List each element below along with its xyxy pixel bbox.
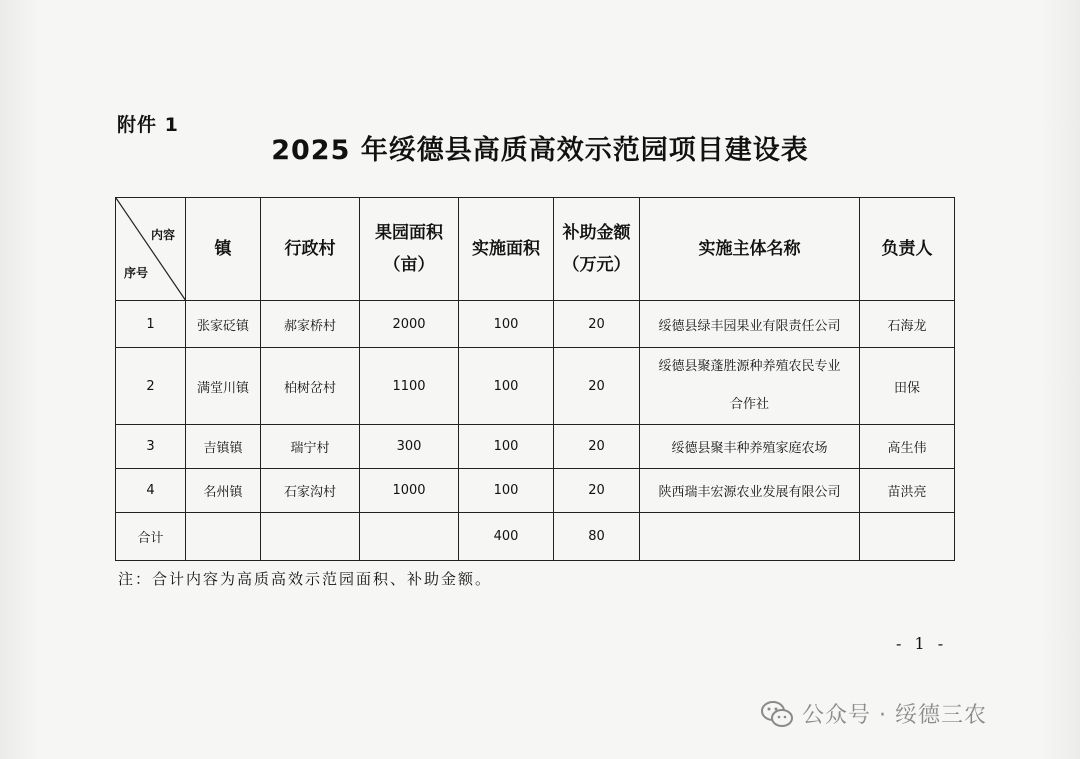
header-subsidy — [554, 198, 640, 301]
cell-town: 张家砭镇 — [186, 301, 261, 348]
cell-person: 石海龙 — [860, 301, 955, 348]
cell-empty — [640, 513, 860, 561]
corner-cell — [116, 198, 186, 301]
cell-empty — [186, 513, 261, 561]
cell-town: 名州镇 — [186, 469, 261, 513]
cell-entity — [640, 348, 860, 425]
cell-person: 田保 — [860, 348, 955, 425]
page-title: 2025 年绥德县高质高效示范园项目建设表 — [271, 135, 809, 166]
cell-village: 柏树岔村 — [261, 348, 360, 425]
corner-bottom-label: 序号 — [124, 266, 149, 280]
cell-no: 4 — [116, 469, 186, 513]
header-orchard-area-line2: （亩） — [383, 255, 435, 275]
cell-entity: 绥德县绿丰园果业有限责任公司 — [640, 301, 860, 348]
cell-entity-line1: 绥德县聚蓬胜源种养殖农民专业 — [658, 359, 841, 374]
header-town: 镇 — [186, 198, 261, 301]
attachment-label: 附件 1 — [117, 114, 179, 136]
cell-empty — [860, 513, 955, 561]
table-total-row — [116, 513, 955, 561]
watermark-text: 公众号 · 绥德三农 — [802, 703, 987, 728]
header-orchard-area-line1: 果园面积 — [375, 223, 443, 243]
cell-impl-area: 100 — [459, 425, 554, 469]
cell-no: 3 — [116, 425, 186, 469]
corner-top-label: 内容 — [150, 228, 175, 242]
cell-village: 石家沟村 — [261, 469, 360, 513]
header-impl-area: 实施面积 — [459, 198, 554, 301]
header-subsidy-line2: （万元） — [562, 255, 631, 275]
cell-empty — [261, 513, 360, 561]
cell-village: 瑞宁村 — [261, 425, 360, 469]
cell-no: 1 — [116, 301, 186, 348]
cell-person: 苗洪亮 — [860, 469, 955, 513]
cell-total-label: 合计 — [116, 513, 186, 561]
cell-total-subsidy: 80 — [554, 513, 640, 561]
cell-orchard-area: 2000 — [360, 301, 459, 348]
cell-entity: 绥德县聚丰种养殖家庭农场 — [640, 425, 860, 469]
header-entity: 实施主体名称 — [640, 198, 860, 301]
wechat-icon — [760, 699, 794, 729]
cell-total-impl-area: 400 — [459, 513, 554, 561]
page-number: - 1 - — [896, 634, 948, 653]
watermark — [760, 698, 987, 729]
diagonal-line — [116, 198, 186, 301]
header-person: 负责人 — [860, 198, 955, 301]
header-subsidy-line1: 补助金额 — [562, 223, 631, 243]
cell-orchard-area: 1100 — [360, 348, 459, 425]
table-row — [116, 348, 955, 425]
cell-subsidy: 20 — [554, 348, 640, 425]
cell-no: 2 — [116, 348, 186, 425]
cell-empty — [360, 513, 459, 561]
cell-town: 吉镇镇 — [186, 425, 261, 469]
table-row — [116, 301, 955, 348]
cell-orchard-area: 1000 — [360, 469, 459, 513]
table-row — [116, 425, 955, 469]
header-village: 行政村 — [261, 198, 360, 301]
cell-town: 满堂川镇 — [186, 348, 261, 425]
cell-entity-line2: 合作社 — [729, 397, 769, 412]
project-table — [115, 197, 955, 561]
cell-impl-area: 100 — [459, 348, 554, 425]
cell-subsidy: 20 — [554, 425, 640, 469]
table-header-row — [116, 198, 955, 301]
cell-impl-area: 100 — [459, 301, 554, 348]
cell-person: 高生伟 — [860, 425, 955, 469]
cell-subsidy: 20 — [554, 469, 640, 513]
header-orchard-area — [360, 198, 459, 301]
table-row — [116, 469, 955, 513]
cell-orchard-area: 300 — [360, 425, 459, 469]
cell-impl-area: 100 — [459, 469, 554, 513]
table-note: 注：合计内容为高质高效示范园面积、补助金额。 — [118, 570, 493, 588]
cell-entity: 陕西瑞丰宏源农业发展有限公司 — [640, 469, 860, 513]
cell-village: 郝家桥村 — [261, 301, 360, 348]
cell-subsidy: 20 — [554, 301, 640, 348]
